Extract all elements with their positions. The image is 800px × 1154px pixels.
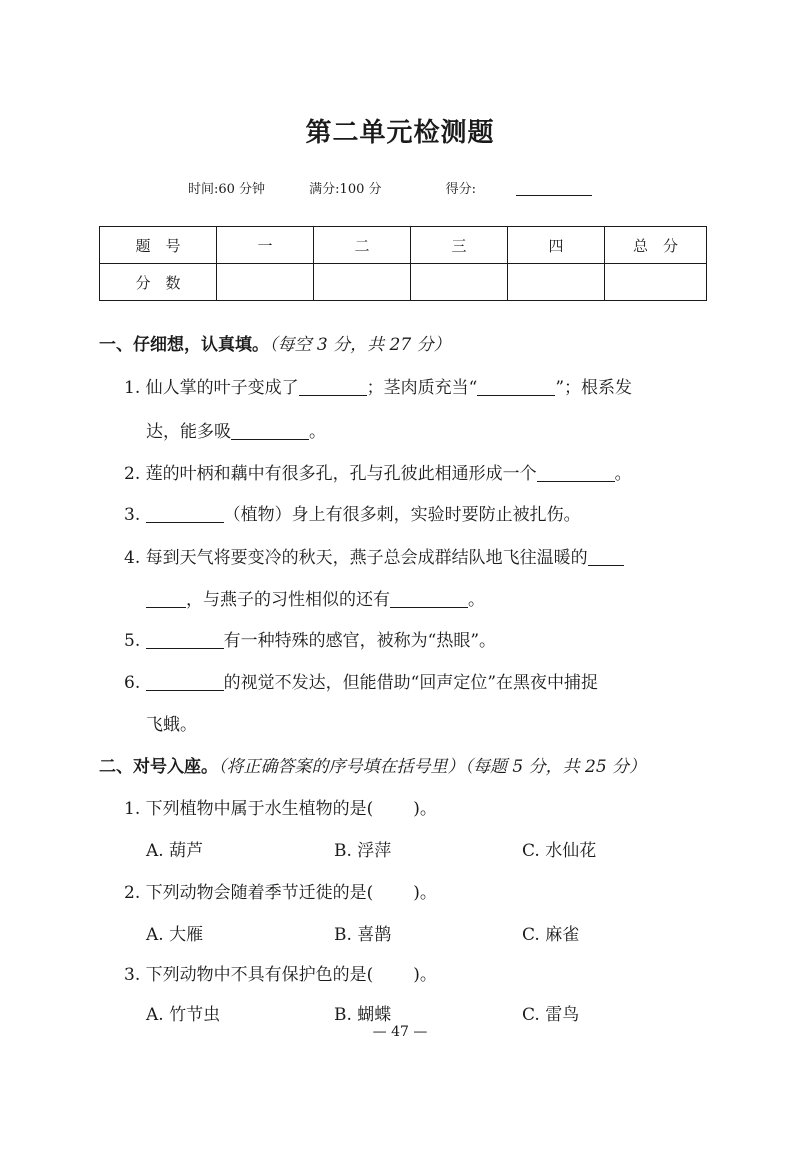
section1-note: （每空 3 分，共 27 分） [269,335,451,355]
score-cell[interactable] [605,264,707,301]
page-title: 第二单元检测题 [305,118,495,148]
mc-stem-end: )。 [413,799,437,819]
q6-line-cont: 飞蛾。 [146,715,197,735]
mc-option: C. 水仙花 [522,841,597,861]
score-label: 得分: [445,182,477,197]
page-number: — 47 — [372,1024,428,1040]
q5-text: 有一种特殊的感官，被称为“热眼”。 [223,631,497,651]
mc-stem: 3. 下列动物中不具有保护色的是( [124,965,374,985]
score-table [99,226,707,301]
q1-line [124,373,632,398]
mc-option: B. 喜鹊 [334,925,392,945]
header-cell: 二 [314,227,411,264]
section2-heading [99,752,646,777]
score-cell[interactable] [508,264,605,301]
full-score: 满分:100 分 [309,182,382,197]
q1-text: 。 [309,422,326,442]
mc-question [124,960,437,985]
score-blank[interactable] [516,195,592,196]
answer-blank[interactable] [588,564,624,566]
section2-title: 二、对号入座。 [99,757,218,777]
answer-blank[interactable] [299,394,367,396]
mc-option: C. 雷鸟 [522,1005,580,1025]
score-table-row [100,264,707,301]
q5-text: 5. [124,631,146,651]
score-cell[interactable] [411,264,508,301]
q2-line [124,459,632,484]
mc-stem: 2. 下列动物会随着季节迁徙的是( [124,883,374,903]
mc-option: C. 麻雀 [522,925,580,945]
q6-text: 6. [124,673,146,693]
mc-stem-end: )。 [413,965,437,985]
score-table-header-row [100,227,707,264]
q4-line [124,543,624,568]
row-label: 分 数 [100,264,217,301]
answer-blank[interactable] [537,480,615,482]
answer-blank[interactable] [146,521,224,523]
answer-blank[interactable] [146,647,224,649]
section2-note: （将正确答案的序号填在括号里）（每题 5 分，共 25 分） [218,757,647,777]
q1-text: 1. 仙人掌的叶子变成了 [124,378,299,398]
q1-text: ；茎肉质充当“ [366,378,478,398]
mc-option: A. 竹节虫 [146,1005,221,1025]
answer-blank[interactable] [477,394,555,396]
q4-line-cont [146,585,485,610]
score-cell[interactable] [217,264,314,301]
time-limit: 时间:60 分钟 [187,182,266,197]
mc-stem-end: )。 [413,883,437,903]
mc-stem: 1. 下列植物中属于水生植物的是( [124,799,374,819]
q3-line [124,500,581,525]
q3-text: 3. [124,505,146,525]
section1-heading [99,330,451,355]
q4-text: 4. 每到天气将要变冷的秋天，燕子总会成群结队地飞往温暖的 [124,548,588,568]
header-cell: 四 [508,227,605,264]
q3-text: （植物）身上有很多刺，实验时要防止被扎伤。 [223,505,581,525]
section1-title: 一、仔细想，认真填。 [99,335,269,355]
q5-line [124,626,496,651]
header-cell: 总 分 [605,227,707,264]
answer-blank[interactable] [231,438,309,440]
q4-text: ，与燕子的习性相似的还有 [186,590,390,610]
mc-option: A. 大雁 [146,925,204,945]
score-field [426,178,612,197]
q2-text: 2. 莲的叶柄和藕中有很多孔，孔与孔彼此相通形成一个 [124,464,537,484]
answer-blank[interactable] [146,606,186,608]
exam-meta [0,178,800,197]
answer-blank[interactable] [390,606,468,608]
q2-text: 。 [614,464,632,484]
mc-question [124,794,437,819]
q1-line-cont [146,417,326,442]
header-cell: 三 [411,227,508,264]
q1-text: ”；根系发 [555,378,633,398]
mc-question [124,878,437,903]
header-cell: 一 [217,227,314,264]
q4-text: 。 [468,590,485,610]
score-cell[interactable] [314,264,411,301]
mc-option: B. 蝴蝶 [334,1005,392,1025]
mc-option: A. 葫芦 [146,841,204,861]
q6-line [124,668,598,693]
q1-text: 达，能多吸 [146,422,231,442]
answer-blank[interactable] [146,689,224,691]
q6-text: 的视觉不发达，但能借助“回声定位”在黑夜中捕捉 [223,673,599,693]
mc-option: B. 浮萍 [334,841,392,861]
header-cell: 题 号 [100,227,217,264]
